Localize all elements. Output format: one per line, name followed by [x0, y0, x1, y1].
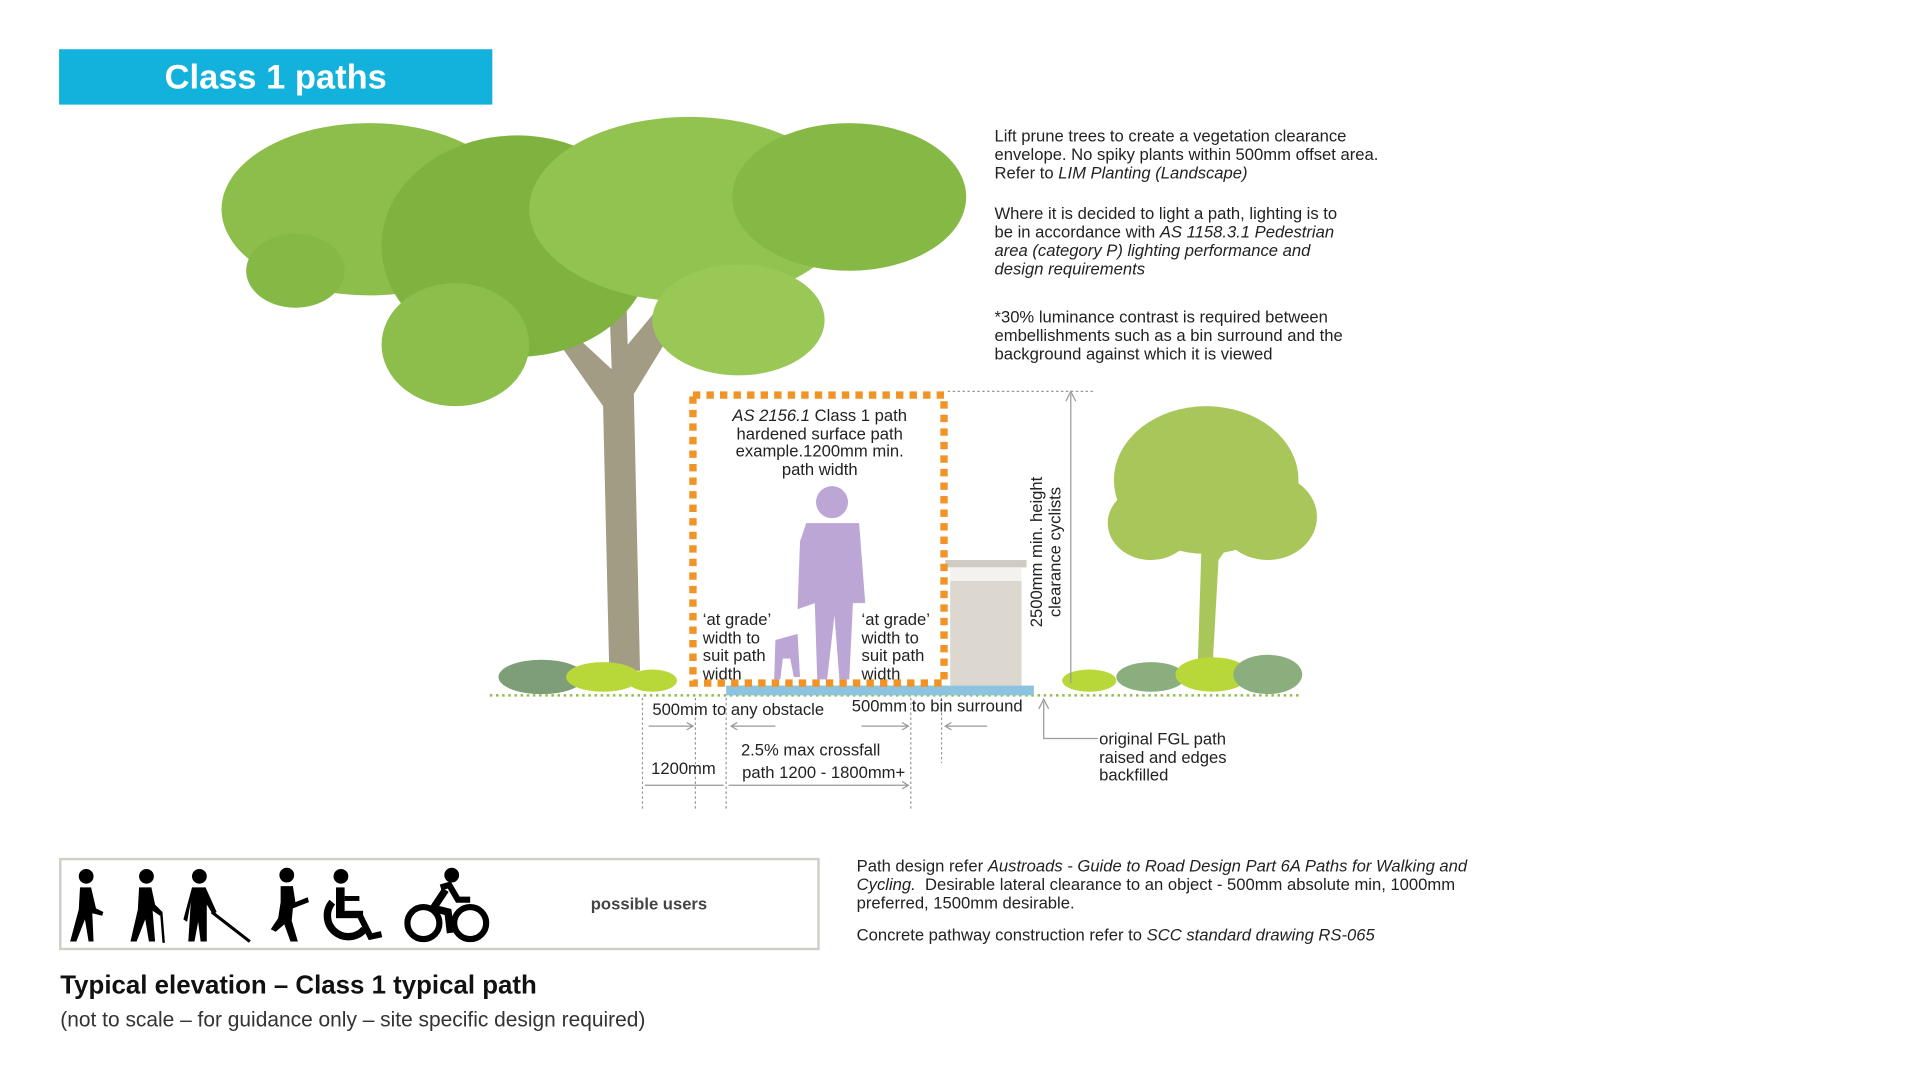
- note-line: Lift prune trees to create a vegetation clearance: [994, 126, 1347, 146]
- path-note: [704, 407, 935, 478]
- note-text: Refer to: [994, 163, 1059, 183]
- height-clearance-label: [1028, 466, 1064, 638]
- label-line: ‘at grade’: [702, 610, 772, 629]
- lighting-note: [994, 204, 1337, 278]
- path-design-reference: [857, 857, 1546, 912]
- path-width-label: path 1200 - 1800mm+: [742, 763, 906, 782]
- crossfall-label: 2.5% max crossfall: [740, 740, 881, 760]
- note-text: Path design refer: [856, 856, 988, 876]
- possible-users-label: possible users: [590, 894, 708, 914]
- path-surface: [726, 686, 1034, 696]
- label-line: suit path: [861, 646, 925, 665]
- note-line: *30% luminance contrast is required between: [994, 307, 1328, 327]
- note-line: [857, 875, 1546, 893]
- label-line: backfilled: [1099, 765, 1169, 785]
- caption-title: Typical elevation – Class 1 typical path: [60, 971, 537, 1000]
- bin-clearance-label: 500mm to bin surround: [851, 696, 1023, 716]
- note-line: envelope. No spiky plants within 500mm offset area.: [994, 145, 1379, 164]
- label-line: clearance cyclists: [1044, 486, 1064, 618]
- note-line: [994, 260, 1337, 278]
- verge-width-label: 1200mm: [651, 759, 716, 778]
- label-line: ‘at grade’: [861, 610, 930, 629]
- reference-text: LIM Planting (Landscape): [1058, 163, 1248, 183]
- reference-text: AS 1158.3.1 Pedestrian: [1159, 222, 1335, 242]
- small-tree-icon: [1108, 406, 1317, 671]
- pedestrian-icon: [70, 869, 103, 942]
- vision-impaired-icon: [183, 869, 249, 942]
- note-line: [994, 223, 1337, 241]
- at-grade-left-label: [703, 612, 771, 683]
- note-line: [994, 164, 1378, 182]
- label-line: example.1200mm min.: [735, 441, 904, 461]
- label-line: width: [702, 664, 742, 683]
- note-line: [857, 857, 1546, 875]
- title-banner: Class 1 paths: [59, 49, 492, 104]
- vegetation-note: [994, 127, 1378, 182]
- bin-surround: [945, 560, 1026, 686]
- runner-icon: [271, 868, 309, 942]
- label-line: hardened surface path: [736, 424, 903, 443]
- person-with-dog-icon: [774, 486, 865, 679]
- standard-reference: AS 2156.1: [732, 406, 811, 425]
- walking-cane-icon: [130, 869, 163, 943]
- note-line: background against which it is viewed: [994, 344, 1273, 364]
- at-grade-right-label: [862, 612, 930, 683]
- wheelchair-icon: [327, 869, 381, 937]
- note-line: embellishments such as a bin surround and the: [994, 326, 1343, 345]
- note-text: Concrete pathway construction refer to: [856, 925, 1147, 945]
- obstacle-clearance-label: 500mm to any obstacle: [652, 700, 825, 719]
- user-icons: [64, 865, 495, 946]
- label-line: width to: [861, 628, 919, 647]
- label-line: [704, 407, 935, 425]
- reference-text: design requirements: [994, 259, 1146, 279]
- label-line: raised and edges: [1099, 747, 1227, 767]
- note-line: preferred, 1500mm desirable.: [856, 893, 1075, 913]
- construction-reference: [857, 926, 1375, 944]
- label-line: width: [861, 664, 901, 683]
- note-text: be in accordance with: [994, 222, 1160, 242]
- label-line: original FGL path: [1099, 729, 1226, 749]
- label-text: Class 1 path: [810, 406, 908, 425]
- luminance-note: [994, 308, 1342, 363]
- note-line: [994, 241, 1337, 259]
- reference-text: SCC standard drawing RS-065: [1146, 925, 1375, 945]
- caption-subtitle: (not to scale – for guidance only – site specific design required): [60, 1008, 646, 1032]
- fgl-label: [1099, 731, 1226, 785]
- label-line: path width: [781, 459, 858, 479]
- label-line: suit path: [702, 646, 766, 665]
- label-line: width to: [702, 628, 761, 647]
- label-line: 2500mm min. height: [1027, 476, 1046, 628]
- reference-text: Cycling.: [856, 875, 916, 894]
- cyclist-icon: [407, 868, 486, 939]
- note-line: Where it is decided to light a path, lighting is to: [994, 204, 1338, 223]
- note-text: Desirable lateral clearance to an object - 500mm absolute min, 1000mm: [915, 875, 1456, 894]
- reference-text: area (category P) lighting performance and: [994, 241, 1311, 260]
- reference-text: Austroads - Guide to Road Design Part 6A Paths for Walking and: [987, 856, 1468, 876]
